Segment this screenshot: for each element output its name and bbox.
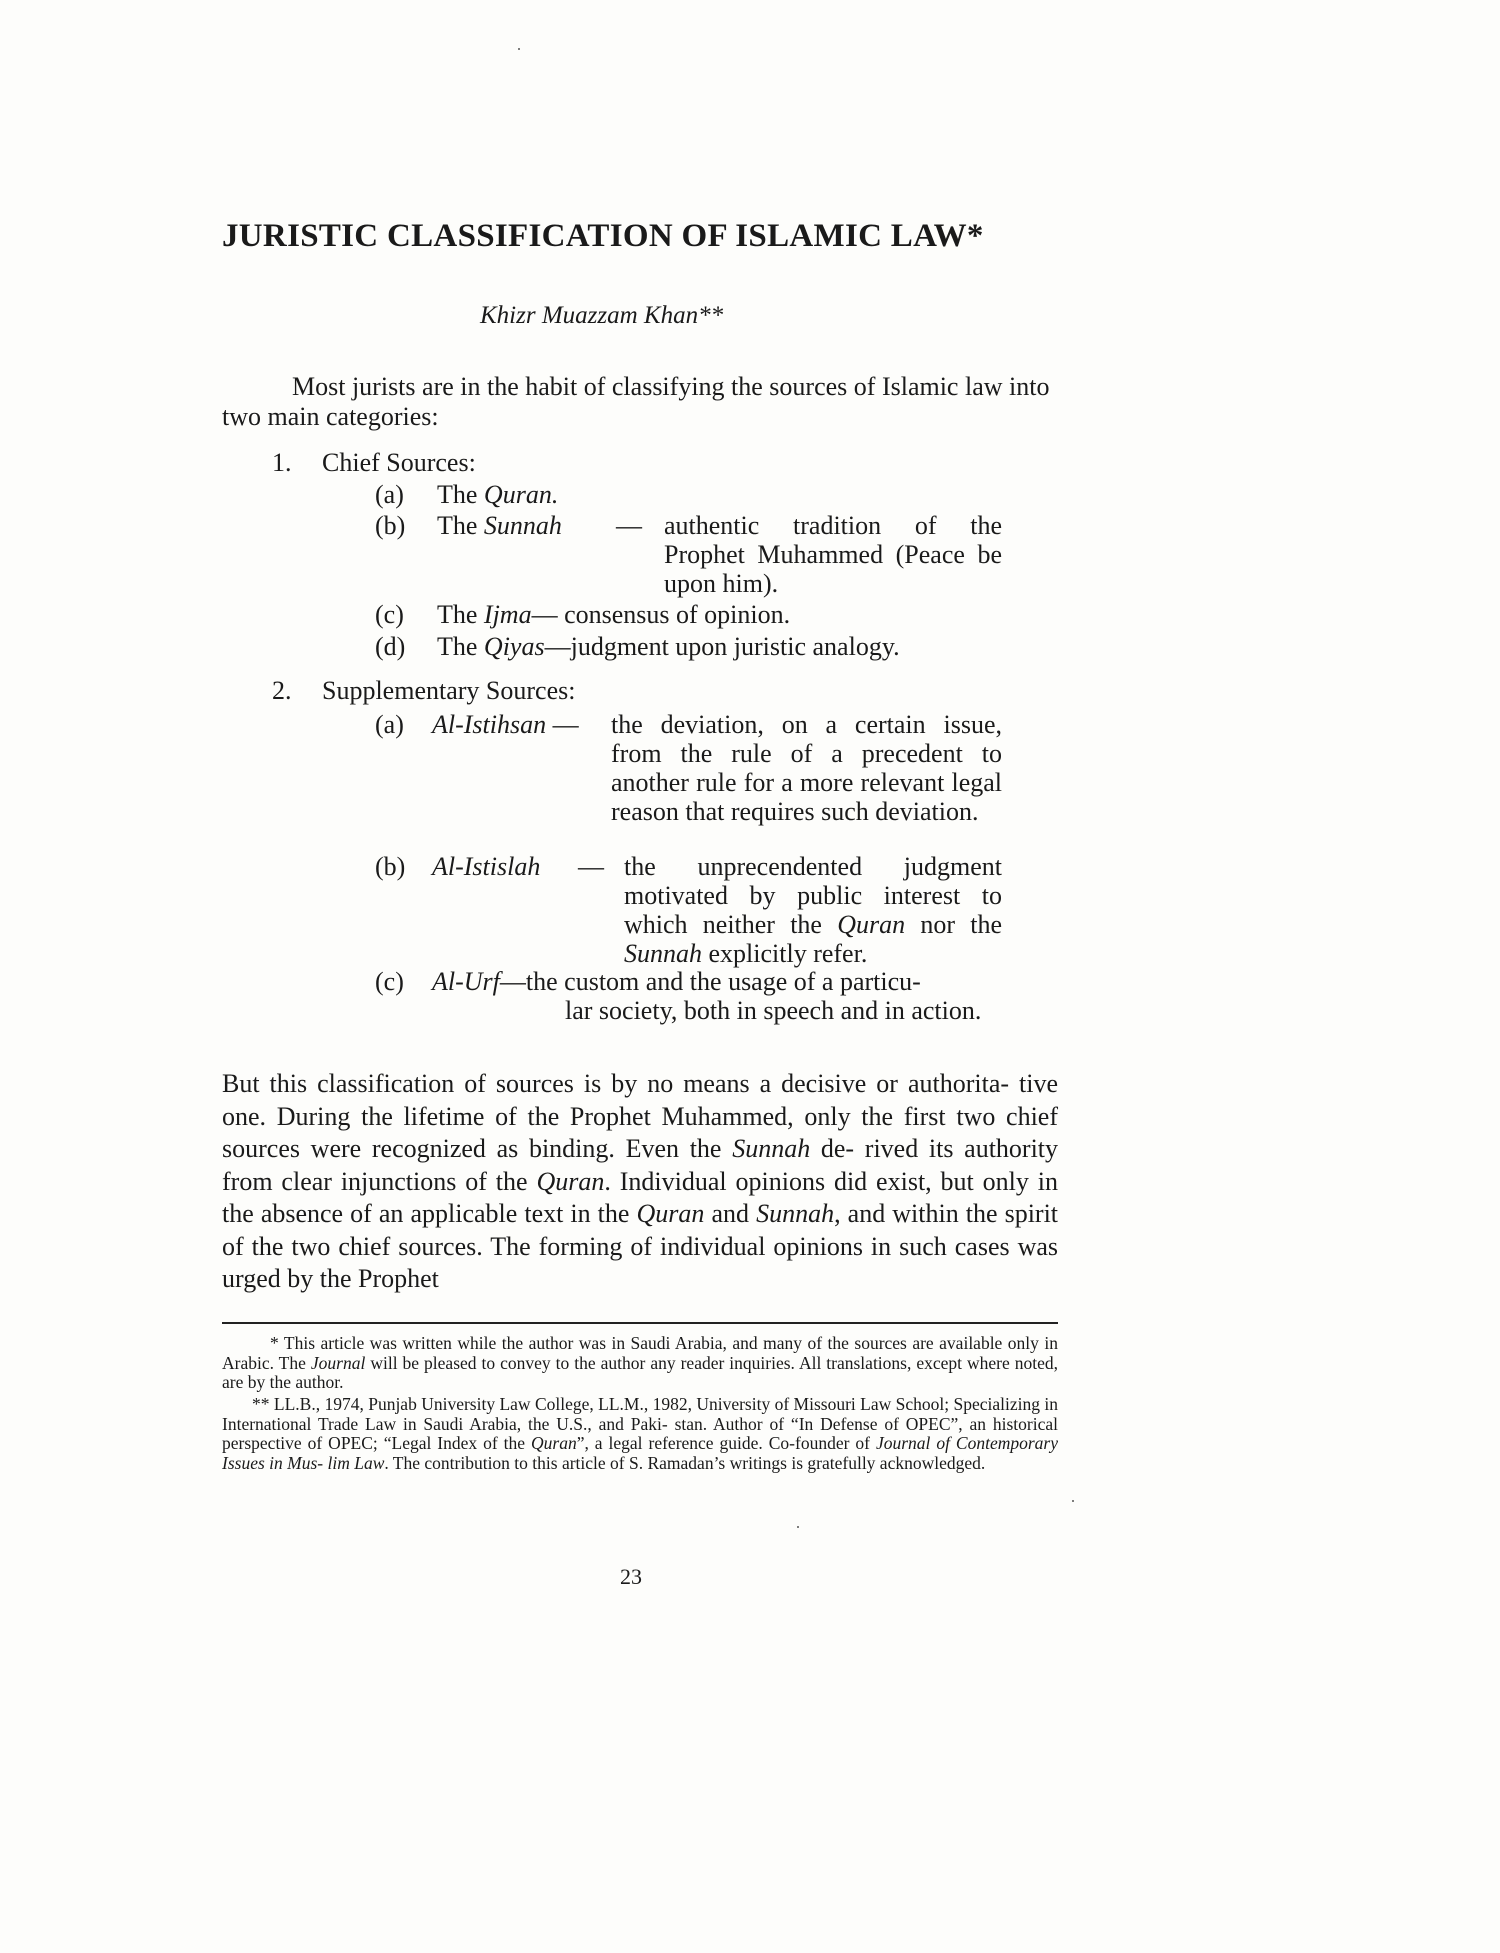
- supp-item-c-label: (c): [375, 967, 404, 996]
- footnote-1: [222, 1334, 1058, 1393]
- chief-item-b-label: (b): [375, 511, 406, 540]
- article-title: JURISTIC CLASSIFICATION OF ISLAMIC LAW*: [222, 218, 984, 254]
- footnote-1-text-1: This article was written while the author was in Saudi Arabia, and many of the sources are available only in Arabic. The: [222, 1333, 1058, 1373]
- footnote-2-mark: **: [252, 1394, 270, 1414]
- chief-item-c-term: Ijma: [483, 600, 532, 629]
- supp-item-a-label: (a): [375, 710, 404, 739]
- chief-item-c: [437, 600, 790, 630]
- supp-item-b-desc: [624, 852, 1002, 968]
- chief-item-c-label: (c): [375, 600, 404, 629]
- chief-item-b-desc: authentic tradition of the Prophet Muhammed (Peace be upon him).: [664, 511, 1002, 598]
- scan-speck: [1072, 1500, 1074, 1502]
- supp-item-c-dash: —: [499, 967, 526, 996]
- intro-paragraph: Most jurists are in the habit of classifying the sources of Islamic law into two main categories:: [222, 372, 1050, 431]
- supp-item-c-first-line: [432, 967, 921, 997]
- chief-item-d-prefix: The: [437, 632, 478, 661]
- chief-item-a-prefix: The: [437, 480, 478, 509]
- supp-item-b-desc-part2: nor the: [920, 910, 1002, 939]
- body-paragraph: [222, 1068, 1058, 1296]
- body-text-3: . Individual opinions did exist, but only in the absence of an applicable text in the: [222, 1166, 1058, 1228]
- footnote-2-text-2: ”, a legal reference guide. Co-founder of: [576, 1433, 870, 1453]
- footnote-2-text-1: LL.B., 1974, Punjab University Law College, LL.M., 1982, University of Missouri Law School; Specializing in International Trade Law in Saudi Arabia, the U.S., and Paki- stan. Author of “In Defense of OPEC”, an historical perspective of OPEC; “Legal Index of the: [222, 1394, 1058, 1453]
- supp-item-b-desc-part1: the unprecendented judgment motivated by public interest to which neither the: [624, 852, 1002, 939]
- chief-item-a-label: (a): [375, 480, 404, 509]
- chief-item-c-desc: consensus of opinion.: [564, 600, 791, 629]
- body-text-1: But this classification of sources is by no means a decisive or authorita- tive one. During the lifetime of the Prophet Muhammed, only the first two chief sources were recognized as binding. Even the: [222, 1069, 1058, 1163]
- footnote-1-mark: *: [270, 1333, 279, 1353]
- footnote-2-quran: Quran: [531, 1433, 577, 1453]
- author-name: Khizr Muazzam Khan**: [480, 302, 724, 329]
- supp-item-b-desc-quran: Quran: [837, 910, 906, 939]
- body-quran-2: Quran: [636, 1199, 705, 1228]
- footnote-divider: [222, 1322, 1058, 1324]
- body-sunnah-2: Sunnah: [756, 1199, 835, 1228]
- supp-item-b-desc-part3: explicitly refer.: [708, 939, 868, 968]
- chief-item-d-label: (d): [375, 632, 406, 661]
- body-sunnah-1: Sunnah: [732, 1134, 811, 1163]
- chief-item-d-term: Qiyas: [483, 632, 545, 661]
- supp-item-b-desc-sunnah: Sunnah: [624, 939, 702, 968]
- chief-item-a-term: Quran.: [483, 480, 559, 509]
- footnote-2-text-3: . The contribution to this article of S. Ramadan’s writings is gratefully acknowledged.: [384, 1452, 986, 1473]
- footnote-2: [222, 1395, 1058, 1473]
- supp-item-b-label: (b): [375, 852, 406, 881]
- supp-item-b-term-line: [432, 852, 540, 882]
- supp-item-c-desc-part1: the custom and the usage of a particu-: [525, 967, 921, 996]
- chief-item-b-prefix: The: [437, 511, 478, 540]
- chief-item-d: [437, 632, 900, 662]
- chief-item-c-dash: —: [531, 600, 558, 629]
- chief-item-d-desc: judgment upon juristic analogy.: [570, 632, 900, 661]
- footnote-1-journal: Journal: [310, 1352, 366, 1373]
- body-text-4: , and within the spirit of the two chief sources. The forming of individual opinions in such cases was urged by the Prophet: [222, 1199, 1059, 1293]
- chief-item-c-prefix: The: [437, 600, 478, 629]
- supp-item-b-dash: —: [578, 852, 604, 881]
- chief-item-b: [437, 511, 562, 541]
- body-quran-1: Quran: [536, 1166, 605, 1196]
- supp-item-c-term: Al-Urf: [432, 967, 500, 996]
- body-text-2: de- rived its authority from clear injunctions of the: [222, 1134, 1059, 1196]
- supplementary-sources-number: 2.: [272, 676, 292, 705]
- footnote-2-journal-title: Journal of Contemporary Issues in Mus- lim Law: [222, 1433, 1058, 1473]
- chief-item-a: [437, 480, 558, 510]
- supp-item-a-term-line: [432, 710, 579, 740]
- chief-sources-heading: Chief Sources:: [322, 448, 476, 477]
- footnote-1-text-2: will be pleased to convey to the author any reader inquiries. All translations, except where noted, are by the author.: [222, 1352, 1058, 1392]
- supp-item-c-desc-part2: lar society, both in speech and in action.: [565, 996, 982, 1025]
- supp-item-b-term: Al-Istislah: [432, 852, 541, 881]
- scan-speck: [518, 48, 520, 50]
- scan-speck: [797, 1526, 799, 1528]
- chief-item-b-dash: —: [616, 511, 642, 540]
- chief-item-b-term: Sunnah: [483, 511, 562, 540]
- supp-item-a-dash: —: [552, 710, 579, 739]
- page-number: 23: [620, 1564, 642, 1589]
- supp-item-a-desc: the deviation, on a certain issue, from the rule of a precedent to another rule for a more relevant legal reason that requires such deviation.: [611, 710, 1002, 826]
- body-and: and: [711, 1199, 750, 1228]
- supp-item-a-term: Al-Istihsan: [432, 710, 547, 739]
- chief-sources-number: 1.: [272, 448, 292, 477]
- supplementary-sources-heading: Supplementary Sources:: [322, 676, 576, 705]
- chief-item-d-dash: —: [544, 632, 571, 661]
